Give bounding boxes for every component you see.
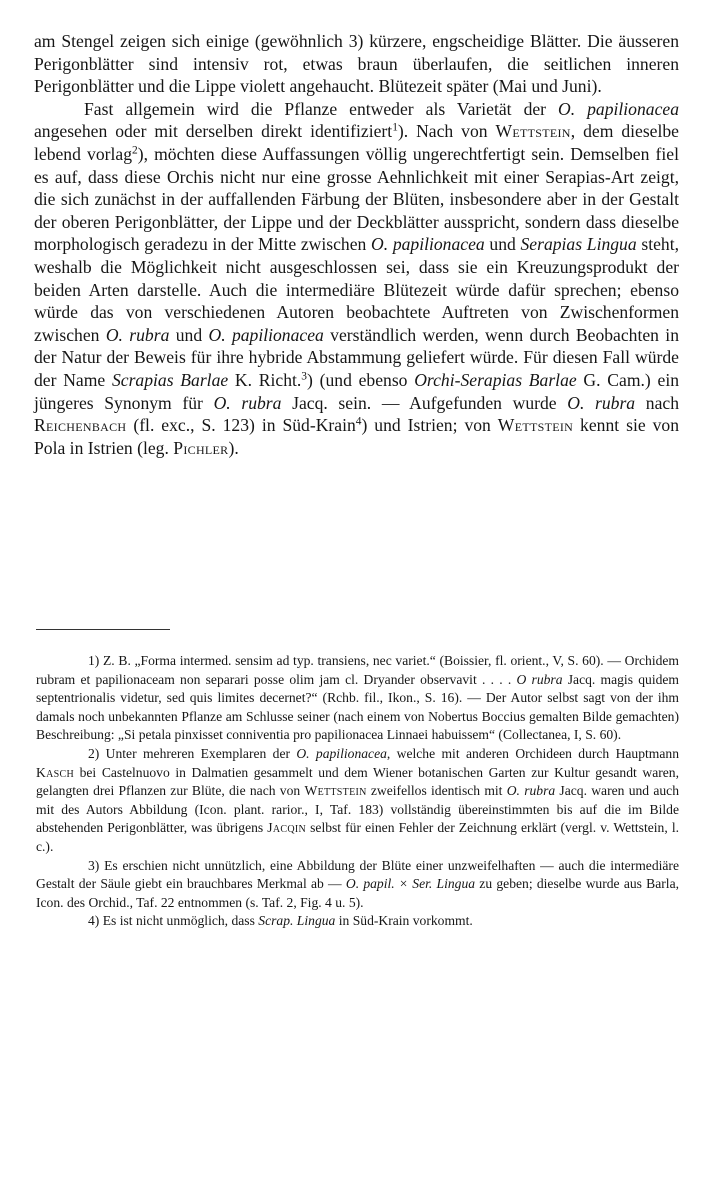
author-name: Wettstein xyxy=(495,121,571,142)
main-text xyxy=(34,30,679,459)
paragraph-2: Fast allgemein wird die Pflanze entweder als Varietät der O. papilionacea angesehen oder mit derselben direkt identifiziert$^1$). Nach von Wettstein, dem dieselbe lebend vorlag$^2$), möchten diese Auffassungen völlig ungerechtfertigt sein. Demselben fiel es auf, dass diese Orchis nicht nur eine grosse Aehnlichkeit mit einer Serapias-Art zeigt, die sich zunächst in der auffallenden Färbung der Blüten, insbesondere aber in der Gestalt der oberen Perigonblätter, der Lippe und der Deckblätter ausspricht, sondern dass dieselbe morphologisch geradezu in der Mitte zwischen O. papilionacea und Serapias Lingua steht, weshalb die Möglichkeit nicht ausgeschlossen sei, dass sie ein Kreuzungsprodukt der beiden Arten darstelle. Auch die intermediäre Blütezeit würde dafür sprechen; ebenso würde das von verschiedenen Autoren beobachtete Auftreten von Zwischenformen zwischen O. rubra und O. papilionacea verständlich werden, wenn durch Beobachten in der Natur der Beweis für ihre hybride Abstammung geliefert würde. Für diesen Fall würde der Name Scrapias Barlae K. Richt.$^3$) (und ebenso Orchi-Serapias Barlae G. Cam.) ein jüngeres Synonym für O. rubra Jacq. sein. — Aufgefunden wurde O. rubra nach Reichenbach (fl. exc., S. 123) in Süd-Krain$^4$) und Istrien; von Wettstein kennt sie von Pola in Istrien (leg. Pichler). xyxy=(34,98,680,458)
taxon-name: O. papilionacea xyxy=(558,98,679,119)
taxon-name: O. rubra xyxy=(506,783,556,799)
paragraph-1: am Stengel zeigen sich einige (gewöhnlich 3) kürzere, engscheidige Blätter. Die äusseren Perigonblätter sind intensiv rot, etwas braun überlaufen, die seitlichen inneren Perigonblätter und die Lippe violett angehaucht. Blütezeit später (Mai und Juni). xyxy=(34,31,679,97)
taxon-name: O. papil. × Ser. Lingua xyxy=(345,876,476,892)
footnote-ref-3: 3 xyxy=(301,370,308,383)
taxon-name: O rubra xyxy=(516,671,563,687)
taxon-name: O. rubra xyxy=(213,392,282,413)
footnote-ref-2: 2 xyxy=(132,144,138,157)
taxon-name: Serapias Lingua xyxy=(520,234,637,255)
footnote-ref-4: 4 xyxy=(355,415,362,428)
taxon-name: Orchi-Serapias Barlae xyxy=(414,369,577,390)
footnote-1: 1) Z. B. „Forma intermed. sensim ad typ. transiens, nec variet.“ (Boissier, fl. orient., V, S. 60). — Orchidem rubram et papilionaceam non separari posse olim jam cl. Dryander observavit . . . . O rubra Jacq. magis quidem septentrionalis videtur, sed quis limites decernet?“ (Rchb. fil., Ikon., S. 16). — Der Autor selbst sagt von der ihm damals noch unbekannten Pflanze am Schlusse seiner (nach einem von Nobertus Boccius gemalten Bilde gemachten) Beschreibung: „Si petala pinxisset conniventia pro papilionacea Linnaei habuissem“ (Collectanea, I, S. 60). xyxy=(36,653,680,743)
footnote-4: 4) Es ist nicht unmöglich, dass Scrap. Lingua in Süd-Krain vorkommt. xyxy=(88,913,473,929)
footnote-3: 3) Es erschien nicht unnützlich, eine Abbildung der Blüte einer unzweifelhaften — auch die intermediäre Gestalt der Säule giebt ein brauchbares Merkmal ab — O. papil. × Ser. Lingua zu geben; dieselbe wurde aus Barla, Icon. des Orchid., Taf. 22 entnommen (s. Taf. 2, Fig. 4 u. 5). xyxy=(36,857,680,910)
collector-name: Pichler xyxy=(173,437,229,458)
footnote-ref-1: 1 xyxy=(392,122,398,135)
author-name: Reichenbach xyxy=(34,415,127,436)
taxon-name: Scrap. Lingua xyxy=(258,913,336,929)
taxon-name: O. papilionacea xyxy=(296,745,387,761)
footnotes xyxy=(36,652,679,931)
author-name: Wettstein xyxy=(304,783,367,799)
taxon-name: O. papilionacea xyxy=(208,324,324,345)
footnote-separator xyxy=(36,629,170,630)
person-name: Kasch xyxy=(36,764,74,780)
taxon-name: O. rubra xyxy=(567,392,636,413)
author-name: Jacqin xyxy=(267,820,307,836)
taxon-name: Scrapias Barlae xyxy=(111,369,229,390)
footnote-2: 2) Unter mehreren Exemplaren der O. papilionacea, welche mit anderen Orchideen durch Hauptmann Kasch bei Castelnuovo in Dalmatien gesammelt und dem Wiener botanischen Garten zur Kultur gesandt waren, gelangten drei Pflanzen zur Blüte, die nach von Wettstein zweifellos identisch mit O. rubra Jacq. waren und auch mit des Autors Abbildung (Icon. plant. rarior., I, Taf. 183) vollständig übereinstimmten bis auf die im Bilde abstehenden Perigonblätter, was übrigens Jacqin selbst für einen Fehler der Zeichnung erklärt (vergl. v. Wettstein, l. c.). xyxy=(36,745,680,854)
taxon-name: O. rubra xyxy=(105,324,170,345)
author-name: Wettstein xyxy=(497,415,574,436)
taxon-name: O. papilionacea xyxy=(371,234,485,255)
